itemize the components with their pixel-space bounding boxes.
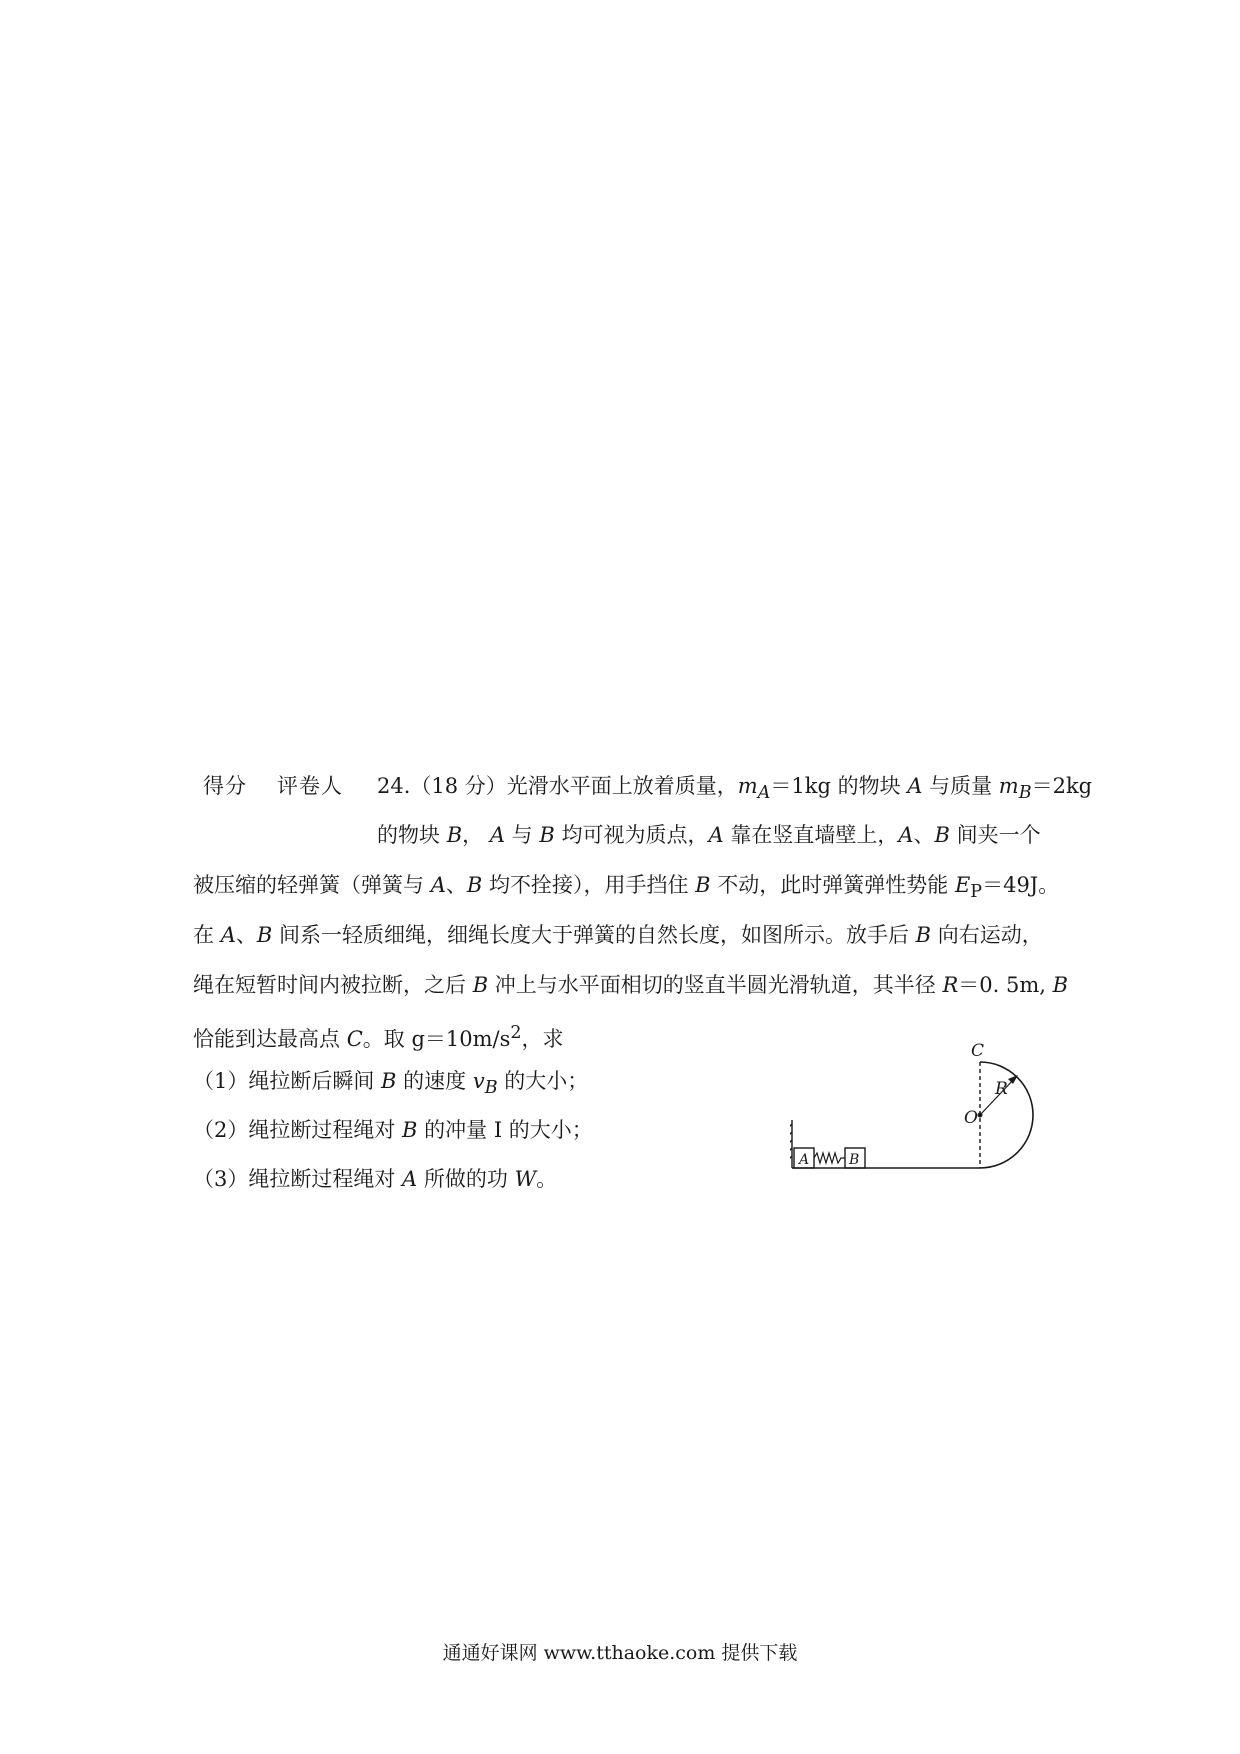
- question-line-6: 恰能到达最高点 C。取 $g=10m/s^2$，求: [193, 1023, 564, 1051]
- question-line-5: 绳在短暂时间内被拉断，之后 B 冲上与水平面相切的竖直半圆光滑轨道，其半径 R＝0. 5m, B: [193, 973, 1069, 997]
- question-line-4: 在 A、B 间系一轻质细绳，细绳长度大于弹簧的自然长度，如图所示。放手后 B 向右运动，: [193, 923, 1043, 947]
- label-b: B: [849, 1152, 860, 1168]
- score-label: 得分: [203, 774, 247, 798]
- label-c: C: [971, 1041, 985, 1061]
- label-o: O: [964, 1108, 978, 1128]
- semicircle-track: [980, 1062, 1033, 1168]
- label-a: A: [799, 1152, 810, 1168]
- sub-question-2: （2）绳拉断过程绳对 B 的冲量 I 的大小；: [193, 1118, 593, 1142]
- grader-label: 评卷人: [277, 774, 343, 798]
- footer-source: 通通好课网 www.tthaoke.com 提供下载: [442, 1642, 798, 1664]
- sub-question-3: （3）绳拉断过程绳对 A 所做的功 W。: [193, 1167, 558, 1191]
- wall: [790, 1120, 792, 1168]
- question-line-2: 的物块 B， A 与 B 均可视为质点，A 靠在竖直墙壁上，A、B 间夹一个: [377, 823, 1041, 847]
- question-line-1: 24.（18 分）光滑水平面上放着质量，$m_A=1kg$ 的物块 A 与质量 $m_B=2kg$: [377, 774, 1093, 804]
- spring: [814, 1153, 845, 1163]
- physics-diagram: [790, 1040, 1050, 1180]
- radius-arrow-head: [1008, 1075, 1018, 1084]
- sub-question-1: （1）绳拉断后瞬间 B 的速度 $v_B$ 的大小；: [193, 1069, 589, 1099]
- question-line-3: 被压缩的轻弹簧（弹簧与 A、B 均不拴接），用手挡住 B 不动，此时弹簧弹性势能 $E_P=49J$。: [193, 873, 1060, 903]
- label-r: R: [995, 1079, 1008, 1099]
